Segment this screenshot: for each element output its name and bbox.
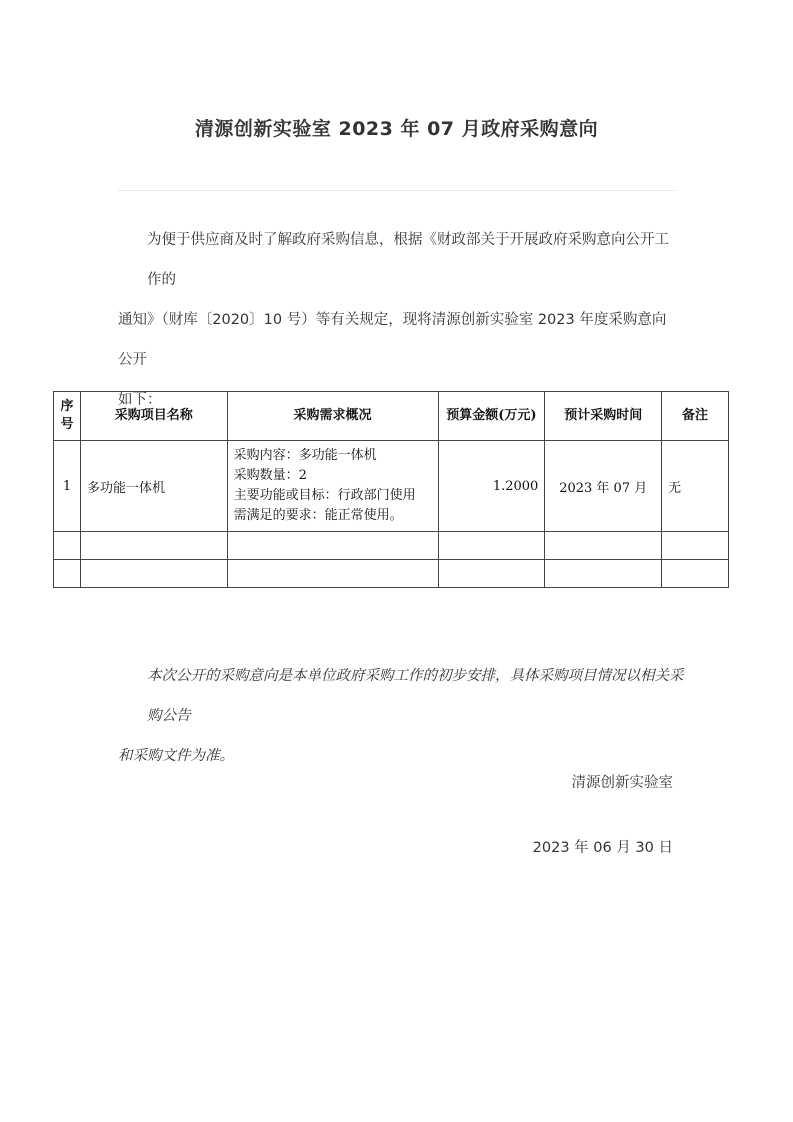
header-seq-line-2: 号 <box>60 417 74 432</box>
note-line-2: 和采购文件为准。 <box>118 748 234 764</box>
intro-paragraph <box>118 220 678 420</box>
disclaimer-note <box>118 656 688 776</box>
header-item-name: 采购项目名称 <box>80 392 227 441</box>
header-expected-time: 预计采购时间 <box>545 392 662 441</box>
empty-cell <box>662 560 729 588</box>
requirement-quantity: 采购数量：2 <box>233 468 307 483</box>
table-row <box>54 441 729 532</box>
table-row-empty <box>54 560 729 588</box>
intro-line-3: 如下： <box>118 392 162 408</box>
header-remarks: 备注 <box>662 392 729 441</box>
empty-cell <box>438 532 545 560</box>
empty-cell <box>80 532 227 560</box>
requirement-criteria: 需满足的要求：能正常使用。 <box>233 508 403 523</box>
empty-cell <box>545 532 662 560</box>
requirement-function: 主要功能或目标：行政部门使用 <box>233 488 416 503</box>
header-seq <box>54 392 81 441</box>
empty-cell <box>227 560 438 588</box>
cell-item-name: 多功能一体机 <box>80 441 227 532</box>
header-requirement-summary: 采购需求概况 <box>227 392 438 441</box>
cell-expected-time: 2023 年 07 月 <box>545 441 662 532</box>
table-row-empty <box>54 532 729 560</box>
empty-cell <box>545 560 662 588</box>
note-line-1: 本次公开的采购意向是本单位政府采购工作的初步安排，具体采购项目情况以相关采购公告 <box>147 668 684 724</box>
empty-cell <box>227 532 438 560</box>
intro-line-1: 为便于供应商及时了解政府采购信息，根据《财政部关于开展政府采购意向公开工作的 <box>147 232 669 288</box>
cell-budget-amount: 1.2000 <box>438 441 545 532</box>
intro-line-2: 通知》（财库〔2020〕10 号）等有关规定，现将清源创新实验室 2023 年度采购意向公开 <box>118 312 667 368</box>
requirement-content: 采购内容：多功能一体机 <box>233 448 377 463</box>
empty-cell <box>662 532 729 560</box>
header-budget-amount: 预算金额(万元) <box>438 392 545 441</box>
page-title: 清源创新实验室 2023 年 07 月政府采购意向 <box>194 118 599 140</box>
empty-cell <box>54 532 81 560</box>
header-seq-line-1: 序 <box>60 399 74 414</box>
cell-requirement-summary <box>227 441 438 532</box>
table-header-row <box>54 392 729 441</box>
procurement-table <box>53 391 729 588</box>
empty-cell <box>80 560 227 588</box>
empty-cell <box>54 560 81 588</box>
signature-organization: 清源创新实验室 <box>571 775 673 791</box>
cell-remarks: 无 <box>662 441 729 532</box>
cell-seq: 1 <box>54 441 81 532</box>
signature-date: 2023 年 06 月 30 日 <box>532 840 673 856</box>
title-divider <box>118 190 675 191</box>
empty-cell <box>438 560 545 588</box>
